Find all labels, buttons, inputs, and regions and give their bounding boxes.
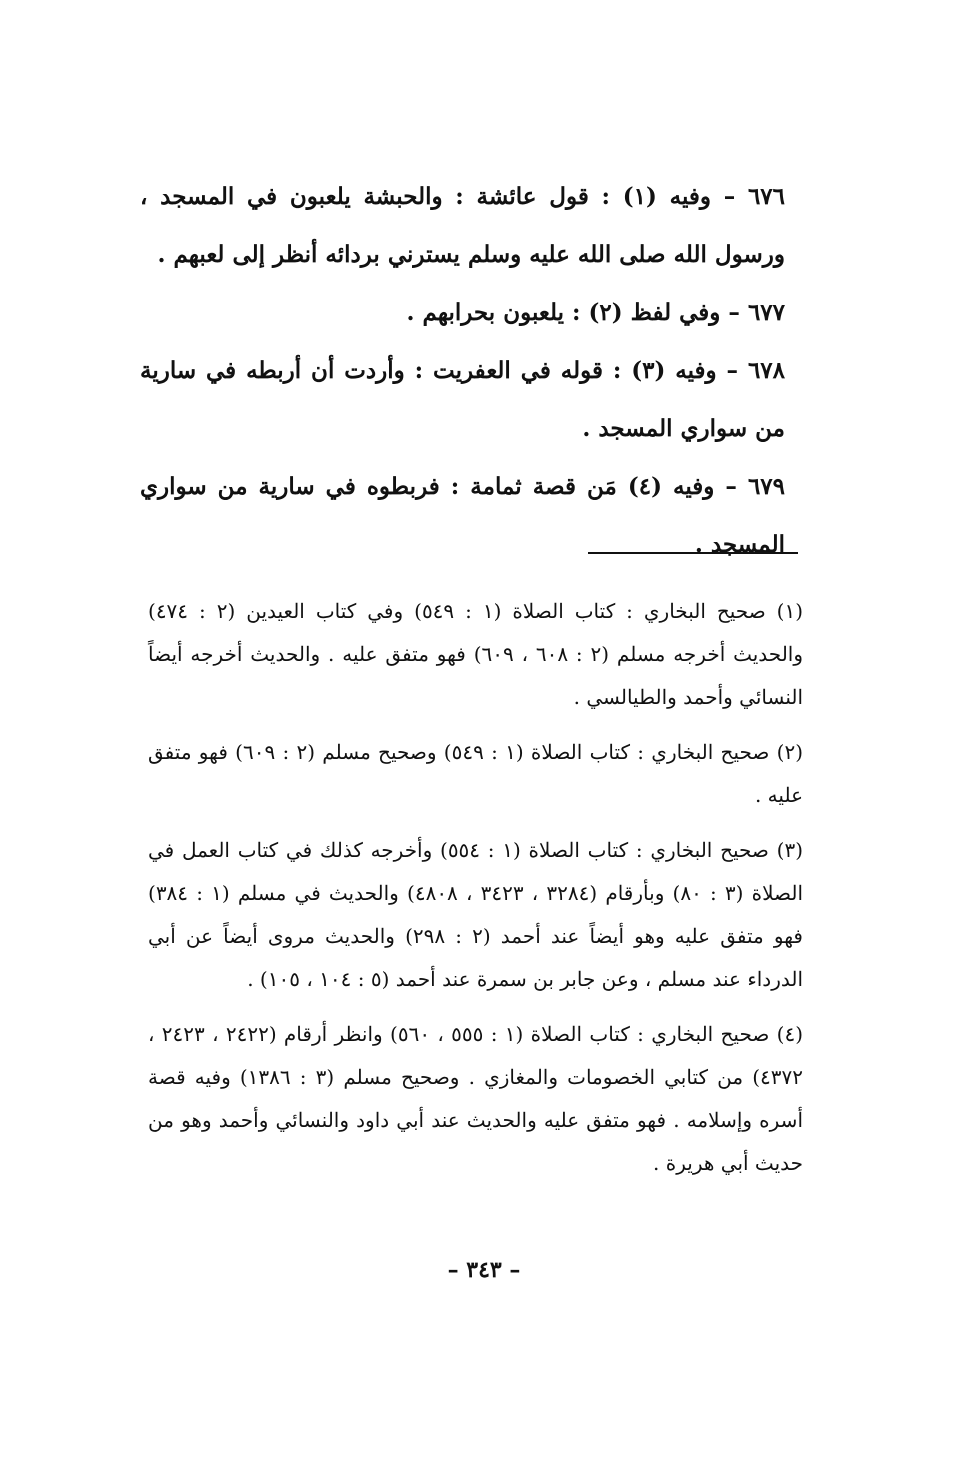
hadith-676: ٦٧٦ – وفيه (١) : قول عائشة : والحبشة يلعبون في المسجد ، ورسول الله صلى الله عليه وسلم يسترني بردائه أنظر إلى لعبهم . bbox=[140, 183, 786, 268]
hadith-678: ٦٧٨ – وفيه (٣) : قوله في العفريت : وأردت أن أربطه في سارية من سواري المسجد . bbox=[140, 357, 785, 442]
footnote-1: (١) صحيح البخاري : كتاب الصلاة (١ : ٥٤٩) وفي كتاب العيدين (٢ : ٤٧٤) والحديث أخرجه مسلم (٢ : ٦٠٨ ، ٦٠٩) فهو متفق عليه . والحديث أخرجه أيضاً النسائي وأحمد والطيالسي . bbox=[148, 599, 804, 709]
hadith-section bbox=[140, 168, 785, 574]
footnote-divider bbox=[588, 552, 798, 554]
footnote-4: (٤) صحيح البخاري : كتاب الصلاة (١ : ٥٥٥ ، ٥٦٠) وانظر أرقام (٢٤٢٢ ، ٢٤٢٣ ، ٤٣٧٢) من كتابي الخصومات والمغازي . وصحيح مسلم (٣ : ١٣٨٦) وفيه قصة أسره وإسلامه . فهو متفق عليه والحديث عند أبي داود والنسائي وأحمد وهو من حديث أبي هريرة . bbox=[148, 1022, 804, 1175]
footnote-2: (٢) صحيح البخاري : كتاب الصلاة (١ : ٥٤٩) وصحيح مسلم (٢ : ٦٠٩) فهو متفق عليه . bbox=[148, 740, 804, 807]
hadith-679: ٦٧٩ – وفيه (٤) مَن قصة ثمامة : فربطوه في سارية من سواري المسجد . bbox=[140, 473, 785, 558]
hadith-677: ٦٧٧ – وفي لفظ (٢) : يلعبون بحرابهم . bbox=[406, 299, 785, 326]
page-number: – ٣٤٣ – bbox=[447, 1257, 521, 1283]
footnotes-section bbox=[148, 590, 803, 1197]
footnote-3: (٣) صحيح البخاري : كتاب الصلاة (١ : ٥٥٤) وأخرجه كذلك في كتاب العمل في الصلاة (٣ : ٨٠) وبأرقام (٣٢٨٤ ، ٣٤٢٣ ، ٤٨٠٨) والحديث في مسلم (١ : ٣٨٤) فهو متفق عليه وهو أيضاً عند أحمد (٢ : ٢٩٨) والحديث مروى أيضاً عن أبي الدرداء عند مسلم ، وعن جابر بن سمرة عند أحمد (٥ : ١٠٤ ، ١٠٥) . bbox=[148, 838, 804, 991]
